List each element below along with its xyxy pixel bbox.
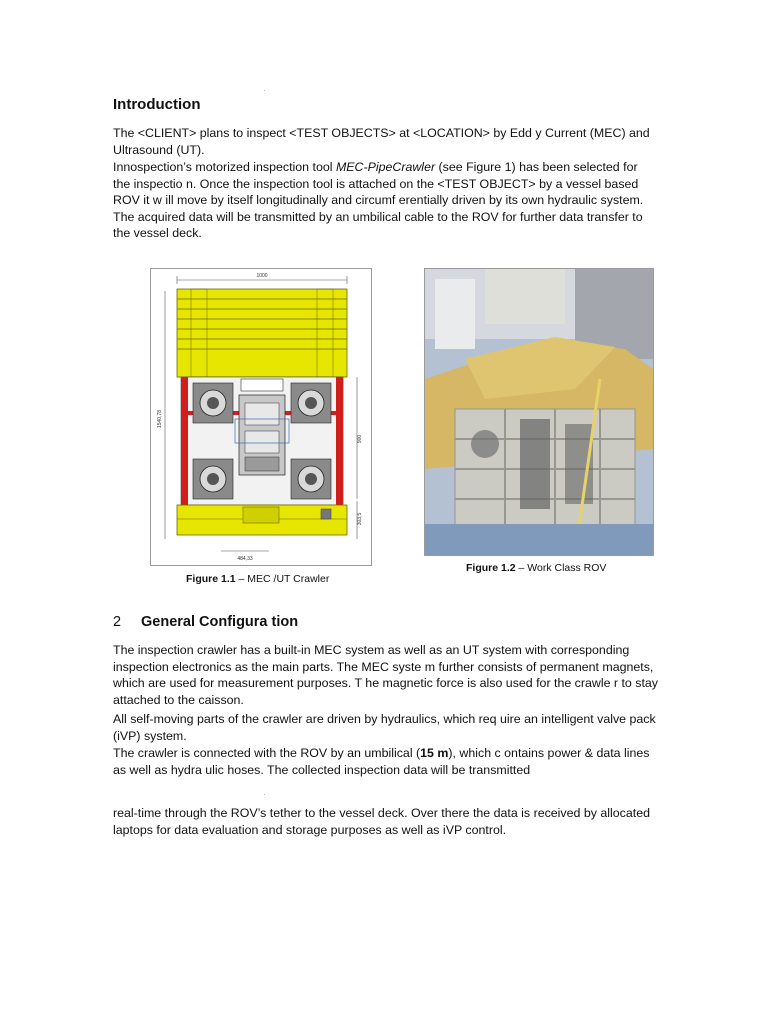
dim-top-label: 1000 bbox=[256, 273, 268, 279]
rov-photo-figure bbox=[424, 268, 654, 556]
figure-1-2-text: – Work Class ROV bbox=[515, 562, 607, 574]
intro-paragraph-2 bbox=[113, 159, 658, 242]
tool-name: MEC-PipeCrawler bbox=[335, 160, 436, 174]
page-mark bbox=[264, 794, 265, 795]
figure-1-1-text: – MEC /UT Crawler bbox=[235, 573, 330, 585]
intro-paragraph-2-end: (see Figure 1) has been selected for the inspectio n. Once the inspection tool is attached on the <TEST OBJECT> by a vessel based ROV it w ill move by itself longitudinally and circumf erentially driven by its own hydraulic system. The acquired data will be transmitted by an umbilical cable to the ROV for further data transfer to the vessel deck. bbox=[113, 160, 644, 240]
intro-paragraph-2-start: Innospection’s motorized inspection tool bbox=[113, 160, 336, 174]
figure-1-1-label: Figure 1.1 bbox=[186, 573, 236, 585]
section-2-paragraph-3 bbox=[113, 745, 658, 778]
section-title: General Configura tion bbox=[141, 614, 299, 630]
dim-right-low-label: 303,5 bbox=[357, 512, 363, 526]
section-number: 2 bbox=[113, 614, 122, 630]
section-2-paragraph-4: real-time through the ROV’s tether to the vessel deck. Over there the data is received by allocated laptops for data evaluation and storage purposes as well as iVP control. bbox=[113, 806, 650, 837]
section-2-paragraph-1: The inspection crawler has a built-in MEC system as well as an UT system with corresponding inspection electronics as the main parts. The MEC syste m further consists of permanent magnets, which are used for measurement purposes. T he magnetic force is also used for the crawle r to stay attached to the caisson. bbox=[113, 643, 658, 707]
crawler-drawing-figure bbox=[150, 268, 372, 566]
section-2-paragraph-3-start: The crawler is connected with the ROV by an umbilical ( bbox=[113, 746, 421, 760]
figure-1-1-caption bbox=[186, 573, 329, 585]
section-2-paragraph-2: All self-moving parts of the crawler are driven by hydraulics, which req uire an intelligent valve pack (iVP) system. bbox=[113, 712, 656, 743]
rov-photo bbox=[425, 269, 653, 555]
dim-bottom-label: 484,33 bbox=[237, 556, 253, 562]
intro-paragraph-1: The <CLIENT> plans to inspect <TEST OBJECTS> at <LOCATION> by Edd y Current (MEC) and Ultrasound (UT). bbox=[113, 126, 650, 157]
figure-1-2-caption bbox=[466, 562, 606, 574]
figure-1-2-label: Figure 1.2 bbox=[466, 562, 516, 574]
page-mark bbox=[264, 90, 265, 91]
dim-right-label: 900 bbox=[357, 434, 363, 444]
umbilical-length: 15 m bbox=[420, 746, 449, 760]
section-2-heading bbox=[113, 614, 298, 630]
intro-heading: Introduction bbox=[113, 96, 201, 113]
crawler-drawing bbox=[151, 269, 371, 565]
dim-left-label: 1540,78 bbox=[157, 409, 163, 429]
section-2-paragraph-3-end: ), which c ontains power & data lines as well as hydra ulic hoses. The collected inspection data will be transmitted bbox=[113, 746, 650, 777]
